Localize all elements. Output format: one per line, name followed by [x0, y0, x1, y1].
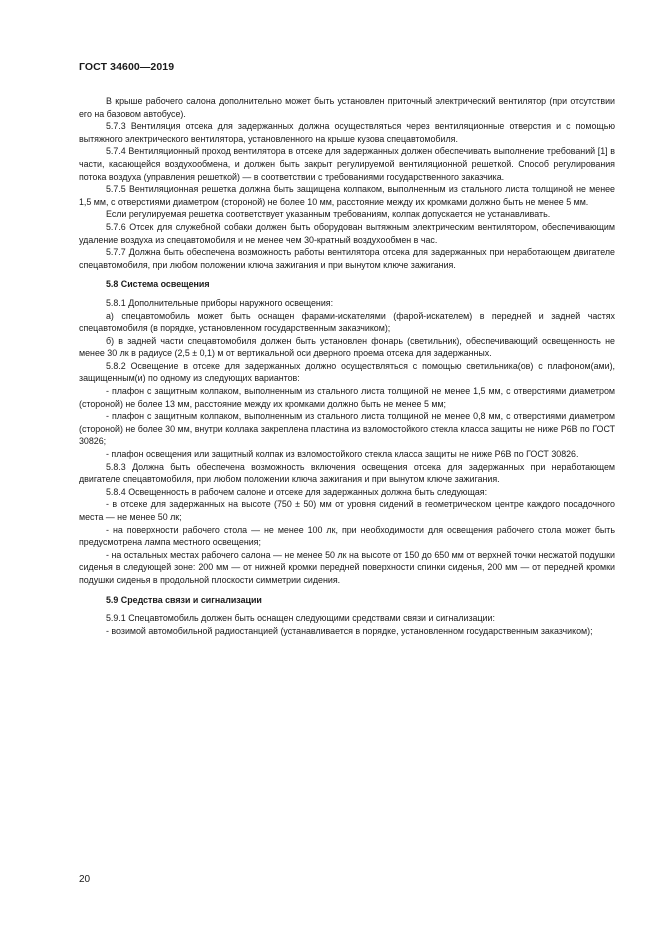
paragraph: а) спецавтомобиль может быть оснащен фарами-искателями (фарой-искателем) в передней и задней частях спецавтомобиля (в порядке, установленном государственным заказчиком);	[79, 310, 615, 334]
document-header: ГОСТ 34600—2019	[79, 61, 175, 73]
list-item: - в отсеке для задержанных на высоте (750 ± 50) мм от уровня сидений в геометрическом центре каждого посадочного места — не менее 50 лк;	[79, 499, 615, 522]
paragraph: 5.7.4 Вентиляционный проход вентилятора в отсеке для задержанных должен обеспечивать выполнение требований [1] в части, касающейся воздухообмена, и должен быть закрыт регулируемой вентиляционной решеткой. Способ регулирования потока воздуха (управления решеткой) — в соответствии с требованиями государственного заказчика.	[79, 146, 615, 182]
paragraph: б) в задней части спецавтомобиля должен быть установлен фонарь (светильник), обеспечивающий освещенность не менее 30 лк в радиусе (2,5 ± 0,1) м от вертикальной оси дверного проема отсека для задержанных.	[79, 335, 615, 359]
paragraph: 5.7.3 Вентиляция отсека для задержанных должна осуществляться через вентиляционные отверстия и с помощью вытяжного электрического вентилятора, установленного на крыше кузова спецавтомобиля.	[79, 121, 615, 144]
list-item: - на остальных местах рабочего салона — не менее 50 лк на высоте от 150 до 650 мм от верхней точки несжатой подушки сиденья в следующей зоне: 200 мм — от нижней кромки передней поверхности спинки сиденья, 200 мм — от передней кромки подушки сиденья в продольной плоскости симметрии сидения.	[79, 549, 615, 585]
paragraph: 5.9.1 Спецавтомобиль должен быть оснащен следующими средствами связи и сигнализации:	[106, 613, 495, 624]
section-heading: 5.8 Система освещения	[106, 279, 210, 290]
paragraph: 5.8.2 Освещение в отсеке для задержанных должно осуществляться с помощью светильника(ов) с плафоном(ами), защищенным(и) по одному из следующих вариантов:	[79, 360, 615, 384]
page-number: 20	[79, 874, 91, 885]
list-item: - плафон с защитным колпаком, выполненным из стального листа толщиной не менее 0,8 мм, с отверстиями диаметром (стороной) не более 30 мм, внутри коллака закреплена пластина из взломостойкого стекла класса защиты не ниже Р6В по ГОСТ 30826;	[79, 411, 615, 447]
list-item: - плафон освещения или защитный колпак из взломостойкого стекла класса защиты не ниже Р6В по ГОСТ 30826.	[106, 449, 579, 460]
paragraph: 5.7.6 Отсек для служебной собаки должен быть оборудован вытяжным электрическим вентилятором, обеспечивающим удаление воздуха из спецавтомобиля и не менее чем 30-кратный воздухообмен в час.	[79, 221, 615, 245]
document-body	[79, 95, 615, 637]
section-heading: 5.9 Средства связи и сигнализации	[106, 594, 262, 605]
paragraph: 5.8.4 Освещенность в рабочем салоне и отсеке для задержанных должна быть следующая:	[106, 486, 488, 497]
list-item: - на поверхности рабочего стола — не менее 100 лк, при необходимости для освещения рабочего стола может быть предусмотрена лампа местного освещения;	[79, 524, 615, 548]
paragraph: Если регулируемая решетка соответствует указанным требованиям, колпак допускается не устанавливать.	[106, 209, 551, 220]
list-item: - возимой автомобильной радиостанцией (устанавливается в порядке, установленном государственным заказчиком);	[106, 625, 593, 636]
paragraph: 5.7.5 Вентиляционная решетка должна быть защищена колпаком, выполненным из стального листа толщиной не менее 1,5 мм, с отверстиями диаметром (стороной) не более 10 мм, расстояние между их кромками должно быть не менее 5 мм.	[79, 184, 615, 207]
list-item: - плафон с защитным колпаком, выполненным из стального листа толщиной не менее 1,5 мм, с отверстиями диаметром (стороной) не более 13 мм, расстояние между их кромками должно быть не менее 5 мм;	[79, 386, 615, 409]
paragraph: 5.8.3 Должна быть обеспечена возможность включения освещения отсека для задержанных при неработающем двигателе спецавтомобиля, при любом положении ключа зажигания и при вынутом ключе зажигания.	[79, 461, 615, 485]
paragraph: 5.7.7 Должна быть обеспечена возможность работы вентилятора отсека для задержанных при неработающем двигателе спецавтомобиля, при любом положении ключа зажигания и при вынутом ключе зажигания.	[79, 247, 615, 270]
paragraph: В крыше рабочего салона дополнительно может быть установлен приточный электрический вентилятор (при отсутствии его на базовом автобусе).	[79, 96, 615, 119]
paragraph: 5.8.1 Дополнительные приборы наружного освещения:	[106, 297, 334, 308]
